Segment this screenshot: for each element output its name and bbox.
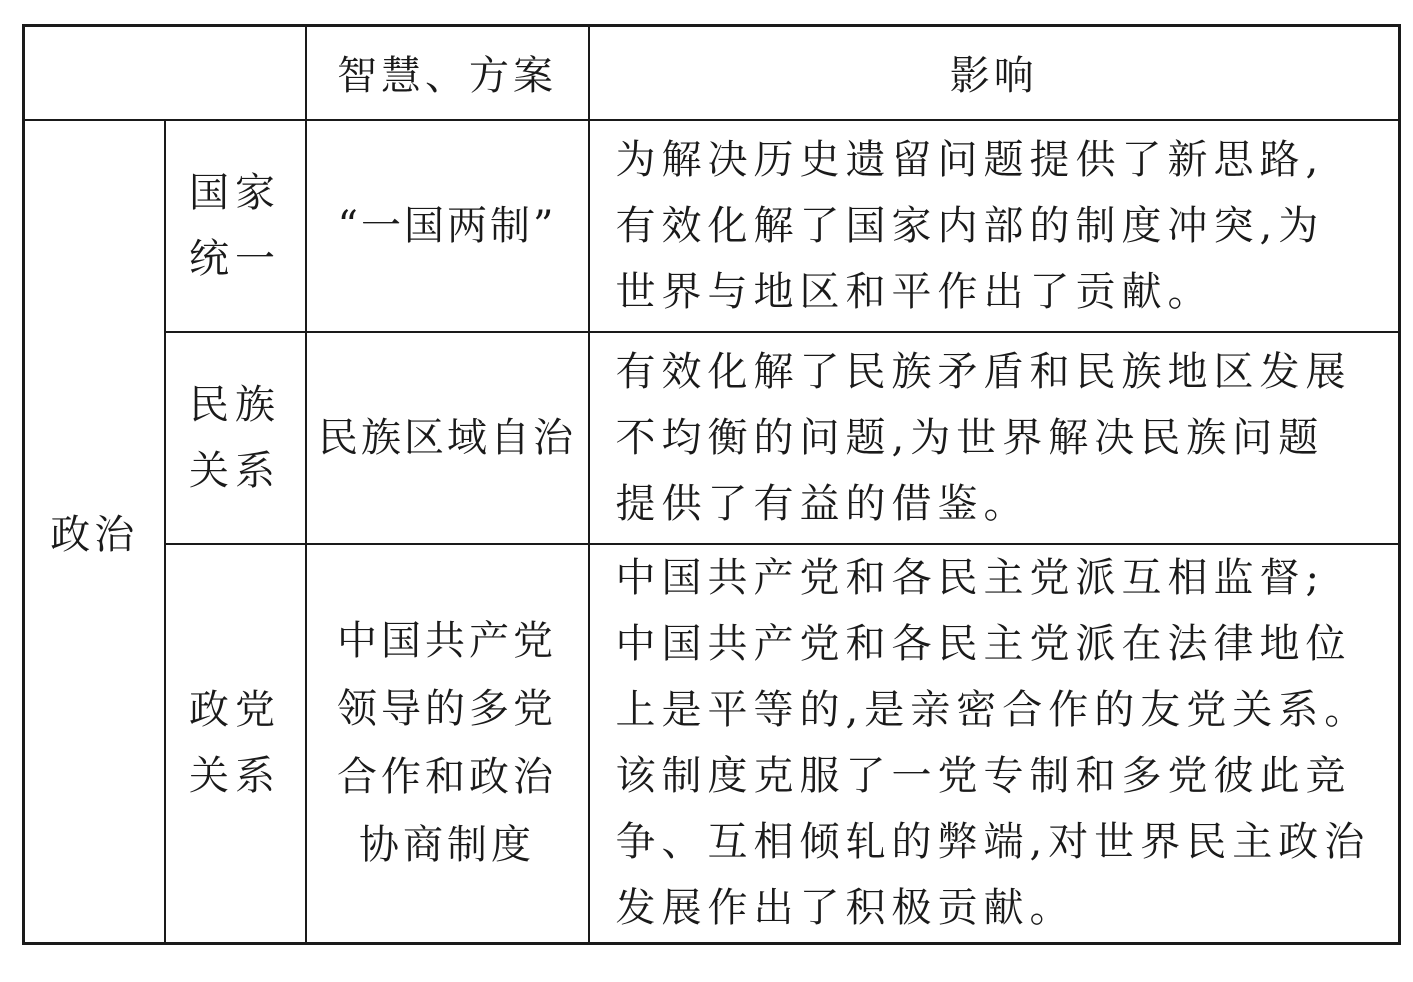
category-cell bbox=[165, 332, 306, 544]
scheme-line: 领导的多党 bbox=[337, 686, 557, 733]
impact-line: 争、互相倾轧的弊端,对世界民主政治 bbox=[615, 819, 1371, 866]
scheme-cell bbox=[306, 120, 589, 332]
scheme-line: 民族区域自治 bbox=[318, 414, 576, 461]
scheme-line: 中国共产党 bbox=[337, 618, 557, 665]
impact-line: 该制度克服了一党专制和多党彼此竞 bbox=[615, 753, 1352, 800]
scheme-line: 合作和政治 bbox=[337, 754, 557, 801]
impact-line: 世界与地区和平作出了贡献。 bbox=[615, 268, 1214, 315]
scheme-cell bbox=[306, 332, 589, 544]
table-row bbox=[24, 332, 1400, 544]
impact-line: 中国共产党和各民主党派在法律地位 bbox=[615, 621, 1352, 668]
impact-line: 有效化解了国家内部的制度冲突,为 bbox=[615, 202, 1325, 249]
impact-line: 有效化解了民族矛盾和民族地区发展 bbox=[615, 348, 1352, 395]
category-cell bbox=[165, 120, 306, 332]
impact-cell bbox=[589, 332, 1400, 544]
impact-cell bbox=[589, 120, 1400, 332]
domain-cell: 政治 bbox=[24, 120, 165, 944]
impact-line: 不均衡的问题,为世界解决民族问题 bbox=[615, 414, 1325, 461]
category-line: 国家 bbox=[189, 169, 281, 216]
impact-line: 上是平等的,是亲密合作的友党关系。 bbox=[615, 687, 1371, 734]
table-row bbox=[24, 120, 1400, 332]
header-row bbox=[24, 26, 1400, 120]
category-line: 统一 bbox=[189, 235, 281, 282]
category-line: 关系 bbox=[189, 447, 281, 494]
wisdom-table-container bbox=[22, 24, 1398, 942]
category-cell bbox=[165, 544, 306, 944]
impact-cell bbox=[589, 544, 1400, 944]
impact-line: 发展作出了积极贡献。 bbox=[615, 885, 1076, 932]
table-row bbox=[24, 544, 1400, 944]
scheme-line: 协商制度 bbox=[359, 822, 535, 869]
impact-line: 提供了有益的借鉴。 bbox=[615, 480, 1030, 527]
category-line: 政党 bbox=[189, 687, 281, 734]
scheme-line: “一国两制” bbox=[337, 202, 557, 249]
impact-line: 为解决历史遗留问题提供了新思路, bbox=[615, 136, 1325, 183]
scheme-cell bbox=[306, 544, 589, 944]
category-line: 民族 bbox=[189, 381, 281, 428]
header-impact-cell: 影响 bbox=[589, 26, 1400, 120]
wisdom-table bbox=[22, 24, 1401, 945]
category-line: 关系 bbox=[189, 753, 281, 800]
header-blank-cell bbox=[24, 26, 306, 120]
impact-line: 中国共产党和各民主党派互相监督; bbox=[615, 555, 1325, 602]
header-scheme-cell: 智慧、方案 bbox=[306, 26, 589, 120]
